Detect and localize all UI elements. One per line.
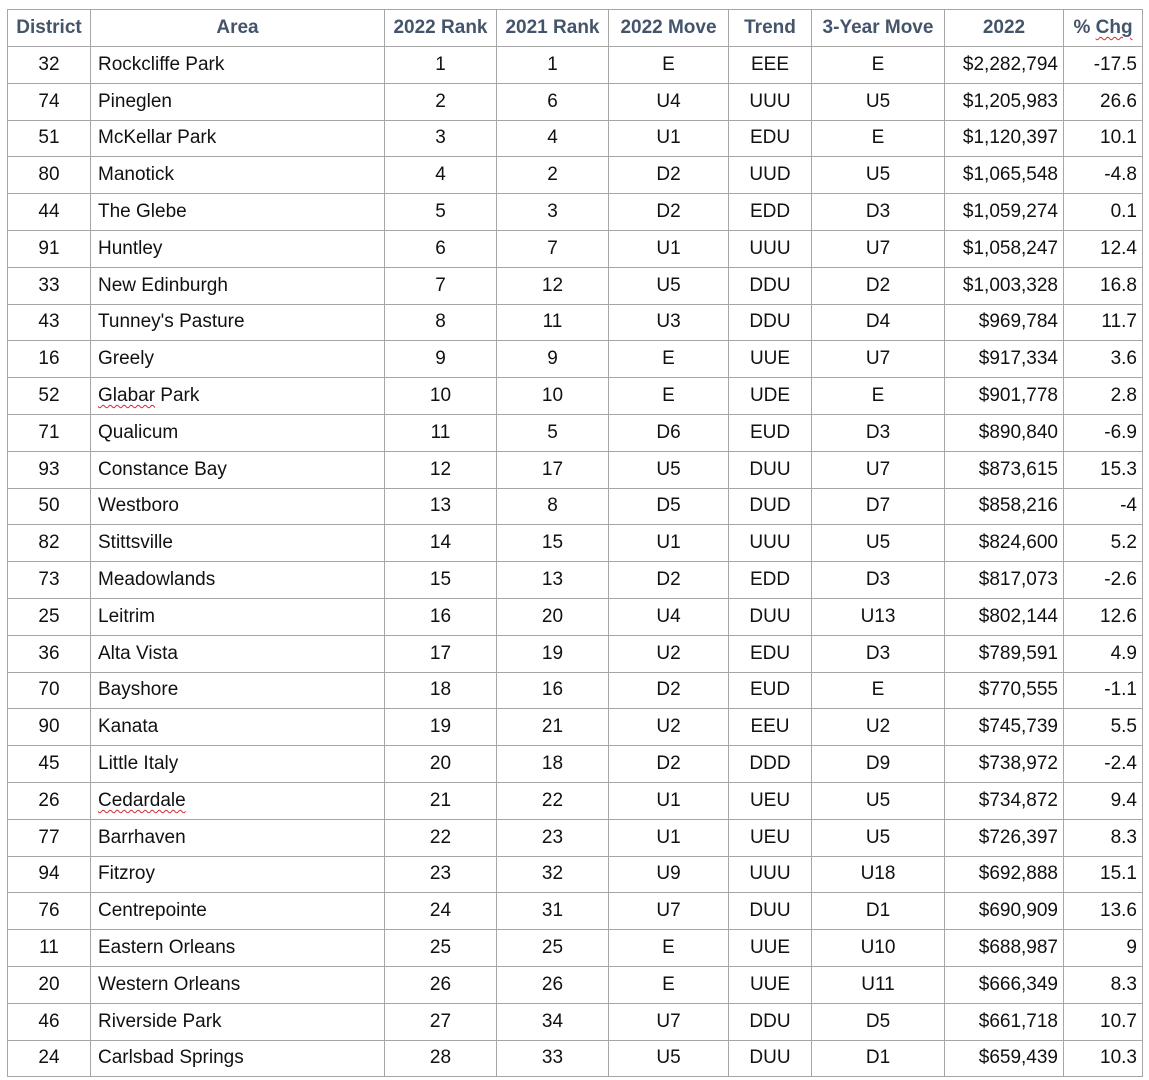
cell-pct-chg: 5.2 — [1064, 525, 1143, 562]
cell-3-year-move: U5 — [812, 819, 945, 856]
cell-2022-rank: 4 — [385, 157, 497, 194]
cell-2022-move: E — [609, 966, 729, 1003]
cell-2021-rank: 9 — [497, 341, 609, 378]
cell-area: Constance Bay — [91, 451, 385, 488]
cell-3-year-move: D3 — [812, 194, 945, 231]
header-3-year-move: 3-Year Move — [812, 10, 945, 47]
cell-2022-move: D2 — [609, 157, 729, 194]
cell-2022-rank: 2 — [385, 83, 497, 120]
cell-area: Glabar Park — [91, 378, 385, 415]
cell-2022-move: D6 — [609, 414, 729, 451]
cell-2021-rank: 33 — [497, 1040, 609, 1077]
cell-2022-rank: 20 — [385, 746, 497, 783]
cell-2021-rank: 12 — [497, 267, 609, 304]
cell-2022-rank: 8 — [385, 304, 497, 341]
cell-2022-price: $789,591 — [945, 635, 1064, 672]
cell-2022-move: U9 — [609, 856, 729, 893]
cell-3-year-move: E — [812, 120, 945, 157]
cell-3-year-move: U10 — [812, 930, 945, 967]
cell-area: Fitzroy — [91, 856, 385, 893]
cell-2022-move: D2 — [609, 194, 729, 231]
cell-3-year-move: D2 — [812, 267, 945, 304]
cell-2022-price: $690,909 — [945, 893, 1064, 930]
table-row — [8, 341, 1143, 378]
cell-trend: UUU — [729, 83, 812, 120]
cell-pct-chg: 10.3 — [1064, 1040, 1143, 1077]
cell-2022-price: $2,282,794 — [945, 47, 1064, 84]
cell-pct-chg: 0.1 — [1064, 194, 1143, 231]
cell-2022-rank: 13 — [385, 488, 497, 525]
table-row — [8, 488, 1143, 525]
cell-2021-rank: 6 — [497, 83, 609, 120]
cell-pct-chg: -4.8 — [1064, 157, 1143, 194]
cell-3-year-move: E — [812, 378, 945, 415]
cell-3-year-move: U7 — [812, 341, 945, 378]
cell-pct-chg: 13.6 — [1064, 893, 1143, 930]
cell-area: Qualicum — [91, 414, 385, 451]
cell-district: 91 — [8, 230, 91, 267]
cell-2022-price: $969,784 — [945, 304, 1064, 341]
table-row — [8, 893, 1143, 930]
cell-pct-chg: -1.1 — [1064, 672, 1143, 709]
cell-2021-rank: 26 — [497, 966, 609, 1003]
cell-pct-chg: 15.1 — [1064, 856, 1143, 893]
cell-pct-chg: 10.7 — [1064, 1003, 1143, 1040]
cell-area: The Glebe — [91, 194, 385, 231]
cell-2021-rank: 15 — [497, 525, 609, 562]
cell-trend: UUU — [729, 856, 812, 893]
cell-3-year-move: D1 — [812, 1040, 945, 1077]
cell-district: 43 — [8, 304, 91, 341]
cell-district: 80 — [8, 157, 91, 194]
cell-3-year-move: U7 — [812, 451, 945, 488]
cell-district: 46 — [8, 1003, 91, 1040]
cell-2022-price: $659,439 — [945, 1040, 1064, 1077]
cell-2022-price: $745,739 — [945, 709, 1064, 746]
cell-2022-price: $802,144 — [945, 598, 1064, 635]
cell-area: McKellar Park — [91, 120, 385, 157]
cell-2022-price: $1,003,328 — [945, 267, 1064, 304]
cell-pct-chg: 12.6 — [1064, 598, 1143, 635]
cell-area: New Edinburgh — [91, 267, 385, 304]
cell-area: Pineglen — [91, 83, 385, 120]
cell-2022-move: E — [609, 930, 729, 967]
cell-2021-rank: 34 — [497, 1003, 609, 1040]
cell-2021-rank: 23 — [497, 819, 609, 856]
cell-area: Stittsville — [91, 525, 385, 562]
cell-trend: EDU — [729, 635, 812, 672]
cell-pct-chg: 5.5 — [1064, 709, 1143, 746]
cell-district: 82 — [8, 525, 91, 562]
cell-district: 44 — [8, 194, 91, 231]
cell-district: 70 — [8, 672, 91, 709]
cell-pct-chg: 4.9 — [1064, 635, 1143, 672]
table-row — [8, 672, 1143, 709]
cell-area: Meadowlands — [91, 562, 385, 599]
table-row — [8, 378, 1143, 415]
table-row — [8, 930, 1143, 967]
cell-2022-move: U1 — [609, 120, 729, 157]
cell-area: Kanata — [91, 709, 385, 746]
header-area: Area — [91, 10, 385, 47]
cell-2022-price: $666,349 — [945, 966, 1064, 1003]
cell-area: Centrepointe — [91, 893, 385, 930]
header-row — [8, 10, 1143, 47]
cell-pct-chg: 9.4 — [1064, 782, 1143, 819]
header-2022-move: 2022 Move — [609, 10, 729, 47]
cell-2022-move: U4 — [609, 598, 729, 635]
cell-2022-rank: 6 — [385, 230, 497, 267]
cell-2021-rank: 1 — [497, 47, 609, 84]
table-body — [8, 47, 1143, 1077]
cell-3-year-move: D3 — [812, 414, 945, 451]
cell-2022-rank: 19 — [385, 709, 497, 746]
cell-district: 26 — [8, 782, 91, 819]
cell-area: Rockcliffe Park — [91, 47, 385, 84]
cell-2022-move: U7 — [609, 1003, 729, 1040]
cell-trend: UEU — [729, 782, 812, 819]
cell-2022-move: U5 — [609, 451, 729, 488]
cell-2022-move: U1 — [609, 819, 729, 856]
cell-area: Carlsbad Springs — [91, 1040, 385, 1077]
cell-2022-rank: 27 — [385, 1003, 497, 1040]
cell-area: Greely — [91, 341, 385, 378]
cell-2022-move: U4 — [609, 83, 729, 120]
cell-2021-rank: 19 — [497, 635, 609, 672]
cell-3-year-move: D7 — [812, 488, 945, 525]
table-row — [8, 304, 1143, 341]
cell-district: 50 — [8, 488, 91, 525]
cell-2022-move: U1 — [609, 230, 729, 267]
cell-district: 76 — [8, 893, 91, 930]
cell-area: Little Italy — [91, 746, 385, 783]
cell-2022-price: $901,778 — [945, 378, 1064, 415]
cell-2021-rank: 7 — [497, 230, 609, 267]
cell-2021-rank: 18 — [497, 746, 609, 783]
header-2021-rank: 2021 Rank — [497, 10, 609, 47]
cell-trend: DDU — [729, 1003, 812, 1040]
cell-3-year-move: U2 — [812, 709, 945, 746]
cell-area: Westboro — [91, 488, 385, 525]
table-row — [8, 267, 1143, 304]
cell-2022-rank: 10 — [385, 378, 497, 415]
cell-2021-rank: 2 — [497, 157, 609, 194]
cell-2022-move: U1 — [609, 525, 729, 562]
table-row — [8, 709, 1143, 746]
cell-district: 51 — [8, 120, 91, 157]
cell-3-year-move: D1 — [812, 893, 945, 930]
cell-2022-move: D2 — [609, 562, 729, 599]
cell-district: 71 — [8, 414, 91, 451]
cell-3-year-move: U7 — [812, 230, 945, 267]
table-row — [8, 120, 1143, 157]
cell-2022-rank: 5 — [385, 194, 497, 231]
table-row — [8, 47, 1143, 84]
cell-district: 45 — [8, 746, 91, 783]
cell-2022-price: $890,840 — [945, 414, 1064, 451]
spellcheck-underline: Glabar — [98, 385, 156, 407]
cell-trend: EUD — [729, 672, 812, 709]
cell-2022-rank: 9 — [385, 341, 497, 378]
cell-2022-rank: 23 — [385, 856, 497, 893]
cell-district: 90 — [8, 709, 91, 746]
header-2022-rank: 2022 Rank — [385, 10, 497, 47]
cell-2022-move: U5 — [609, 267, 729, 304]
cell-trend: EDD — [729, 562, 812, 599]
cell-3-year-move: U5 — [812, 83, 945, 120]
cell-trend: UUU — [729, 525, 812, 562]
table-row — [8, 819, 1143, 856]
cell-trend: DUU — [729, 1040, 812, 1077]
table-row — [8, 782, 1143, 819]
cell-2021-rank: 11 — [497, 304, 609, 341]
table-row — [8, 230, 1143, 267]
cell-pct-chg: 15.3 — [1064, 451, 1143, 488]
cell-2022-rank: 15 — [385, 562, 497, 599]
cell-district: 32 — [8, 47, 91, 84]
cell-2022-price: $1,120,397 — [945, 120, 1064, 157]
cell-3-year-move: D5 — [812, 1003, 945, 1040]
cell-2021-rank: 5 — [497, 414, 609, 451]
cell-2022-rank: 12 — [385, 451, 497, 488]
cell-2021-rank: 22 — [497, 782, 609, 819]
cell-district: 73 — [8, 562, 91, 599]
cell-2022-price: $1,059,274 — [945, 194, 1064, 231]
cell-trend: EDU — [729, 120, 812, 157]
cell-pct-chg: -17.5 — [1064, 47, 1143, 84]
table-row — [8, 157, 1143, 194]
cell-area: Alta Vista — [91, 635, 385, 672]
cell-2022-price: $817,073 — [945, 562, 1064, 599]
cell-2022-rank: 7 — [385, 267, 497, 304]
cell-3-year-move: E — [812, 672, 945, 709]
cell-area: Manotick — [91, 157, 385, 194]
cell-2022-move: D5 — [609, 488, 729, 525]
cell-2022-price: $688,987 — [945, 930, 1064, 967]
cell-trend: UUD — [729, 157, 812, 194]
cell-2022-price: $873,615 — [945, 451, 1064, 488]
cell-2021-rank: 8 — [497, 488, 609, 525]
table-row — [8, 414, 1143, 451]
cell-2022-rank: 18 — [385, 672, 497, 709]
cell-trend: UUE — [729, 966, 812, 1003]
cell-pct-chg: -2.6 — [1064, 562, 1143, 599]
cell-2022-price: $824,600 — [945, 525, 1064, 562]
cell-2021-rank: 16 — [497, 672, 609, 709]
cell-trend: UUE — [729, 930, 812, 967]
cell-trend: EUD — [729, 414, 812, 451]
cell-3-year-move: D3 — [812, 562, 945, 599]
header-2022-price: 2022 — [945, 10, 1064, 47]
cell-2022-rank: 1 — [385, 47, 497, 84]
cell-trend: EEE — [729, 47, 812, 84]
cell-2021-rank: 10 — [497, 378, 609, 415]
table-row — [8, 966, 1143, 1003]
cell-trend: DDU — [729, 267, 812, 304]
cell-2021-rank: 20 — [497, 598, 609, 635]
cell-2022-price: $858,216 — [945, 488, 1064, 525]
cell-2022-move: U2 — [609, 709, 729, 746]
cell-pct-chg: 8.3 — [1064, 819, 1143, 856]
cell-pct-chg: -2.4 — [1064, 746, 1143, 783]
cell-2021-rank: 32 — [497, 856, 609, 893]
cell-area — [91, 782, 385, 819]
cell-pct-chg: -6.9 — [1064, 414, 1143, 451]
cell-trend: EEU — [729, 709, 812, 746]
district-price-table — [7, 9, 1143, 1077]
cell-2022-rank: 21 — [385, 782, 497, 819]
cell-district: 94 — [8, 856, 91, 893]
table-row — [8, 83, 1143, 120]
cell-2022-rank: 14 — [385, 525, 497, 562]
table-row — [8, 525, 1143, 562]
cell-pct-chg: 10.1 — [1064, 120, 1143, 157]
header-pct-chg: % Chg — [1064, 10, 1143, 47]
cell-district: 16 — [8, 341, 91, 378]
cell-2022-price: $661,718 — [945, 1003, 1064, 1040]
cell-trend: DUU — [729, 893, 812, 930]
cell-2021-rank: 17 — [497, 451, 609, 488]
cell-pct-chg: 2.8 — [1064, 378, 1143, 415]
cell-2022-price: $917,334 — [945, 341, 1064, 378]
cell-trend: UDE — [729, 378, 812, 415]
cell-trend: DDD — [729, 746, 812, 783]
cell-2021-rank: 4 — [497, 120, 609, 157]
table-row — [8, 1003, 1143, 1040]
cell-trend: DUU — [729, 451, 812, 488]
cell-3-year-move: U5 — [812, 525, 945, 562]
cell-trend: DUD — [729, 488, 812, 525]
cell-3-year-move: U5 — [812, 157, 945, 194]
cell-3-year-move: U5 — [812, 782, 945, 819]
header-trend: Trend — [729, 10, 812, 47]
table-row — [8, 598, 1143, 635]
cell-area: Barrhaven — [91, 819, 385, 856]
cell-district: 24 — [8, 1040, 91, 1077]
cell-district: 52 — [8, 378, 91, 415]
cell-2022-rank: 26 — [385, 966, 497, 1003]
cell-2022-rank: 28 — [385, 1040, 497, 1077]
cell-district: 25 — [8, 598, 91, 635]
cell-2022-price: $1,065,548 — [945, 157, 1064, 194]
cell-2021-rank: 31 — [497, 893, 609, 930]
cell-area: Riverside Park — [91, 1003, 385, 1040]
cell-trend: DUU — [729, 598, 812, 635]
cell-2022-rank: 25 — [385, 930, 497, 967]
spellcheck-underline: Chg — [1095, 17, 1133, 38]
cell-3-year-move: U11 — [812, 966, 945, 1003]
cell-area: Tunney's Pasture — [91, 304, 385, 341]
cell-trend: DDU — [729, 304, 812, 341]
cell-district: 33 — [8, 267, 91, 304]
cell-pct-chg: 3.6 — [1064, 341, 1143, 378]
cell-district: 93 — [8, 451, 91, 488]
spellcheck-underline: Cedardale — [98, 789, 186, 811]
cell-2021-rank: 3 — [497, 194, 609, 231]
cell-2022-price: $770,555 — [945, 672, 1064, 709]
cell-area: Bayshore — [91, 672, 385, 709]
cell-2022-rank: 22 — [385, 819, 497, 856]
cell-district: 77 — [8, 819, 91, 856]
header-district: District — [8, 10, 91, 47]
cell-3-year-move: D3 — [812, 635, 945, 672]
cell-3-year-move: U13 — [812, 598, 945, 635]
table-row — [8, 451, 1143, 488]
cell-2022-price: $1,058,247 — [945, 230, 1064, 267]
cell-pct-chg: 26.6 — [1064, 83, 1143, 120]
cell-2022-rank: 24 — [385, 893, 497, 930]
table-row — [8, 856, 1143, 893]
cell-2022-rank: 11 — [385, 414, 497, 451]
table-row — [8, 194, 1143, 231]
cell-2022-move: U3 — [609, 304, 729, 341]
cell-pct-chg: 8.3 — [1064, 966, 1143, 1003]
cell-2022-price: $1,205,983 — [945, 83, 1064, 120]
cell-2022-price: $726,397 — [945, 819, 1064, 856]
cell-2022-move: U1 — [609, 782, 729, 819]
cell-2022-move: D2 — [609, 746, 729, 783]
cell-3-year-move: D9 — [812, 746, 945, 783]
cell-district: 36 — [8, 635, 91, 672]
cell-2022-move: D2 — [609, 672, 729, 709]
cell-2022-move: E — [609, 47, 729, 84]
cell-district: 74 — [8, 83, 91, 120]
table-row — [8, 746, 1143, 783]
cell-trend: UEU — [729, 819, 812, 856]
cell-area: Leitrim — [91, 598, 385, 635]
cell-2022-price: $734,872 — [945, 782, 1064, 819]
cell-2022-rank: 3 — [385, 120, 497, 157]
cell-pct-chg: -4 — [1064, 488, 1143, 525]
cell-2022-price: $692,888 — [945, 856, 1064, 893]
cell-pct-chg: 16.8 — [1064, 267, 1143, 304]
cell-2022-rank: 16 — [385, 598, 497, 635]
table-row — [8, 1040, 1143, 1077]
cell-area: Eastern Orleans — [91, 930, 385, 967]
cell-area: Huntley — [91, 230, 385, 267]
cell-trend: UUE — [729, 341, 812, 378]
cell-district: 11 — [8, 930, 91, 967]
cell-2021-rank: 13 — [497, 562, 609, 599]
cell-2022-move: U5 — [609, 1040, 729, 1077]
cell-area: Western Orleans — [91, 966, 385, 1003]
cell-2021-rank: 25 — [497, 930, 609, 967]
cell-pct-chg: 9 — [1064, 930, 1143, 967]
cell-pct-chg: 11.7 — [1064, 304, 1143, 341]
cell-2022-move: E — [609, 341, 729, 378]
cell-trend: UUU — [729, 230, 812, 267]
table-row — [8, 562, 1143, 599]
cell-2022-move: E — [609, 378, 729, 415]
cell-2021-rank: 21 — [497, 709, 609, 746]
cell-2022-price: $738,972 — [945, 746, 1064, 783]
cell-3-year-move: E — [812, 47, 945, 84]
cell-3-year-move: U18 — [812, 856, 945, 893]
cell-3-year-move: D4 — [812, 304, 945, 341]
table-row — [8, 635, 1143, 672]
cell-trend: EDD — [729, 194, 812, 231]
cell-2022-move: U2 — [609, 635, 729, 672]
cell-district: 20 — [8, 966, 91, 1003]
cell-2022-rank: 17 — [385, 635, 497, 672]
cell-2022-move: U7 — [609, 893, 729, 930]
cell-pct-chg: 12.4 — [1064, 230, 1143, 267]
